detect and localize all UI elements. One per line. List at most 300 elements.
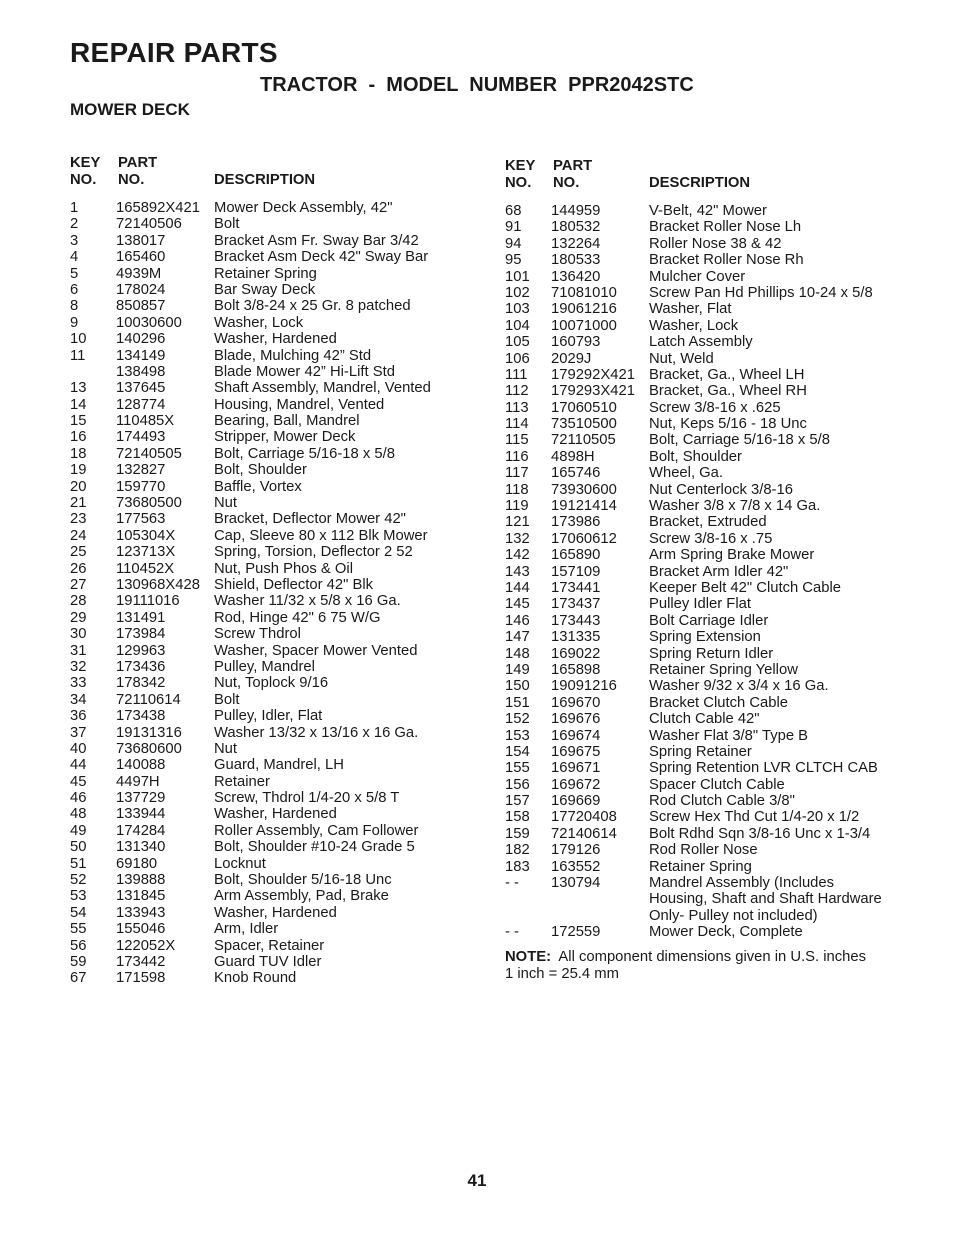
- part-header-line2: NO.: [553, 175, 580, 191]
- part-number-cell: 4939M: [116, 265, 162, 282]
- key-cell: 6: [70, 281, 79, 298]
- description-cell: Spring Retention LVR CLTCH CAB: [649, 760, 878, 777]
- table-row: [70, 872, 480, 888]
- table-row: [505, 547, 925, 563]
- table-row: [70, 741, 480, 757]
- key-cell: 142: [505, 547, 530, 564]
- table-row: [70, 626, 480, 642]
- description-cell: Nut, Weld: [649, 350, 714, 367]
- table-row: [70, 479, 480, 495]
- part-number-cell: 177563: [116, 511, 166, 528]
- description-cell: Washer, Flat: [649, 301, 732, 318]
- part-number-cell: 179126: [551, 842, 601, 859]
- description-cell: Mower Deck Assembly, 42": [214, 200, 393, 216]
- part-number-cell: 130794: [551, 875, 601, 892]
- description-cell: V-Belt, 42" Mower: [649, 203, 767, 219]
- table-row: [505, 301, 925, 317]
- table-row: [505, 678, 925, 694]
- key-cell: 28: [70, 593, 87, 610]
- part-number-cell: 169669: [551, 793, 601, 810]
- part-number-cell: 136420: [551, 268, 601, 285]
- part-number-cell: 160793: [551, 334, 601, 351]
- description-cell: Bolt: [214, 216, 240, 233]
- part-number-cell: 131845: [116, 888, 166, 905]
- key-cell: 106: [505, 350, 530, 367]
- description-cell: Bar Sway Deck: [214, 281, 316, 298]
- key-cell: 154: [505, 743, 530, 760]
- note-label: NOTE:: [505, 948, 552, 965]
- table-row: [505, 465, 925, 481]
- description-cell: Wheel, Ga.: [649, 465, 724, 482]
- part-number-cell: 10030600: [116, 314, 182, 331]
- part-header-line1: PART: [118, 155, 158, 171]
- part-number-cell: 173436: [116, 658, 166, 675]
- part-number-cell: 72140614: [551, 825, 617, 842]
- table-row: [70, 233, 480, 249]
- part-number-cell: 4898H: [551, 448, 595, 465]
- table-row: [70, 315, 480, 331]
- part-number-cell: 17720408: [551, 809, 617, 826]
- key-cell: 32: [70, 658, 87, 675]
- part-number-cell: 165890: [551, 547, 601, 564]
- description-cell: Locknut: [214, 855, 266, 872]
- key-cell: 115: [505, 432, 529, 449]
- description-cell: Screw Hex Thd Cut 1/4-20 x 1/2: [649, 809, 860, 826]
- key-cell: 45: [70, 773, 87, 790]
- description-cell: Pulley Idler Flat: [649, 596, 751, 613]
- description-cell: Pulley, Mandrel: [214, 658, 315, 675]
- table-row: [70, 806, 480, 822]
- table-row: [505, 891, 925, 907]
- part-number-cell: 174493: [116, 429, 166, 446]
- table-row: [505, 728, 925, 744]
- description-cell: Bracket, Extruded: [649, 514, 767, 531]
- key-cell: 153: [505, 727, 530, 744]
- description-cell: Rod, Hinge 42" 6 75 W/G: [214, 609, 381, 626]
- table-row: [70, 446, 480, 462]
- part-number-cell: 138498: [116, 363, 166, 380]
- description-cell: Nut: [214, 740, 238, 757]
- part-number-cell: 180533: [551, 252, 601, 269]
- table-row: [70, 577, 480, 593]
- part-number-cell: 165746: [551, 465, 601, 482]
- key-cell: 15: [70, 413, 87, 430]
- part-number-cell: 19131316: [116, 724, 182, 741]
- model-subtitle: TRACTOR - MODEL NUMBER PPR2042STC: [260, 74, 694, 96]
- description-cell: Arm Spring Brake Mower: [649, 547, 815, 564]
- part-number-cell: 180532: [551, 219, 601, 236]
- part-number-cell: 110485X: [116, 413, 175, 430]
- table-row: [505, 318, 925, 334]
- key-cell: 48: [70, 806, 87, 823]
- description-cell: Washer 3/8 x 7/8 x 14 Ga.: [649, 498, 821, 515]
- table-row: [505, 351, 925, 367]
- table-row: [70, 954, 480, 970]
- description-cell: Nut, Keps 5/16 - 18 Unc: [649, 416, 807, 433]
- key-cell: 94: [505, 235, 522, 252]
- part-number-cell: 169671: [551, 760, 601, 777]
- description-cell: Mower Deck, Complete: [649, 924, 803, 941]
- table-row: [505, 383, 925, 399]
- part-number-cell: 165898: [551, 661, 601, 678]
- table-row: [505, 269, 925, 285]
- description-cell: Retainer Spring: [649, 858, 752, 875]
- description-cell: Only- Pulley not included): [649, 907, 818, 924]
- key-cell: 37: [70, 724, 87, 741]
- part-number-cell: 132264: [551, 235, 601, 252]
- description-cell: Retainer Spring: [214, 265, 317, 282]
- part-number-cell: 169672: [551, 776, 601, 793]
- key-cell: 183: [505, 858, 530, 875]
- key-cell: 91: [505, 219, 522, 236]
- table-row: [505, 777, 925, 793]
- key-cell: 23: [70, 511, 87, 528]
- part-number-cell: 169670: [551, 694, 601, 711]
- part-number-cell: 174284: [116, 822, 166, 839]
- key-cell: 159: [505, 825, 530, 842]
- table-row: [70, 938, 480, 954]
- description-cell: Washer, Spacer Mower Vented: [214, 642, 418, 659]
- key-cell: 1: [70, 200, 79, 216]
- table-row: [505, 875, 925, 891]
- part-number-cell: 173986: [551, 514, 601, 531]
- key-cell: 46: [70, 790, 87, 807]
- note: [505, 949, 925, 983]
- part-number-cell: 173442: [116, 953, 166, 970]
- key-cell: 18: [70, 445, 87, 462]
- key-cell: 143: [505, 563, 530, 580]
- description-cell: Washer, Lock: [649, 317, 739, 334]
- table-row: [505, 203, 925, 219]
- table-row: [505, 859, 925, 875]
- part-number-cell: 17060510: [551, 399, 617, 416]
- table-row: [505, 498, 925, 514]
- part-number-cell: 173437: [551, 596, 601, 613]
- key-cell: 150: [505, 678, 530, 695]
- part-number-cell: 132827: [116, 462, 166, 479]
- key-cell: 68: [505, 203, 522, 219]
- part-number-cell: 179292X421: [551, 366, 635, 383]
- part-number-cell: 17060612: [551, 530, 617, 547]
- part-number-cell: 178342: [116, 675, 166, 692]
- description-cell: Bracket, Ga., Wheel LH: [649, 366, 805, 383]
- description-cell: Spacer, Retainer: [214, 937, 325, 954]
- key-header-line2: NO.: [70, 172, 97, 188]
- part-number-cell: 173438: [116, 708, 166, 725]
- key-cell: 147: [505, 629, 530, 646]
- key-cell: 182: [505, 842, 530, 859]
- description-cell: Washer 11/32 x 5/8 x 16 Ga.: [214, 593, 401, 610]
- part-number-cell: 137645: [116, 380, 166, 397]
- key-cell: 112: [505, 383, 529, 400]
- description-cell: Bracket Arm Idler 42": [649, 563, 789, 580]
- key-cell: 16: [70, 429, 87, 446]
- table-row: [505, 416, 925, 432]
- part-number-cell: 139888: [116, 872, 166, 889]
- key-header-line1: KEY: [505, 158, 536, 174]
- table-row: [505, 646, 925, 662]
- section-heading: MOWER DECK: [70, 100, 190, 119]
- part-number-cell: 69180: [116, 855, 158, 872]
- note-text: All component dimensions given in U.S. inches: [551, 948, 867, 965]
- key-cell: 148: [505, 645, 530, 662]
- table-row: [70, 692, 480, 708]
- part-number-cell: 171598: [116, 970, 166, 987]
- part-number-cell: 105304X: [116, 527, 176, 544]
- key-cell: 34: [70, 691, 87, 708]
- description-cell: Retainer Spring Yellow: [649, 661, 798, 678]
- part-number-cell: 178024: [116, 281, 166, 298]
- description-cell: Cap, Sleeve 80 x 112 Blk Mower: [214, 527, 428, 544]
- part-number-cell: 165460: [116, 249, 166, 266]
- description-header: DESCRIPTION: [649, 175, 751, 191]
- table-row: [70, 757, 480, 773]
- key-cell: 3: [70, 232, 79, 249]
- part-number-cell: 138017: [116, 232, 166, 249]
- key-cell: 30: [70, 626, 87, 643]
- key-cell: 145: [505, 596, 530, 613]
- description-cell: Spacer Clutch Cable: [649, 776, 785, 793]
- table-row: [505, 252, 925, 268]
- table-row: [70, 823, 480, 839]
- key-cell: 9: [70, 314, 79, 331]
- table-row: [70, 593, 480, 609]
- table-row: [505, 334, 925, 350]
- table-row: [505, 482, 925, 498]
- table-row: [70, 216, 480, 232]
- part-number-cell: 169675: [551, 743, 601, 760]
- description-cell: Bolt, Carriage 5/16-18 x 5/8: [214, 445, 395, 462]
- key-cell: 44: [70, 757, 87, 774]
- part-number-cell: 72140505: [116, 445, 182, 462]
- part-number-cell: 173984: [116, 626, 166, 643]
- key-cell: 24: [70, 527, 87, 544]
- table-row: [70, 610, 480, 626]
- description-cell: Nut Centerlock 3/8-16: [649, 481, 793, 498]
- description-cell: Bolt, Shoulder 5/16-18 Unc: [214, 872, 392, 889]
- part-number-cell: 169676: [551, 711, 601, 728]
- key-cell: 144: [505, 579, 530, 596]
- page-number: 41: [467, 1171, 487, 1190]
- description-cell: Screw Thdrol: [214, 626, 301, 643]
- description-cell: Guard, Mandrel, LH: [214, 757, 344, 774]
- description-cell: Bracket Asm Deck 42" Sway Bar: [214, 249, 429, 266]
- part-number-cell: 140296: [116, 331, 166, 348]
- part-number-cell: 19061216: [551, 301, 617, 318]
- table-row: [70, 462, 480, 478]
- key-cell: 51: [70, 855, 87, 872]
- table-row: [505, 793, 925, 809]
- part-number-cell: 165892X421: [116, 200, 200, 216]
- part-number-cell: 133943: [116, 904, 166, 921]
- table-row: [70, 659, 480, 675]
- table-row: [505, 744, 925, 760]
- key-cell: 158: [505, 809, 530, 826]
- table-row: [505, 842, 925, 858]
- key-cell: 31: [70, 642, 87, 659]
- description-cell: Arm Assembly, Pad, Brake: [214, 888, 389, 905]
- table-row: [505, 711, 925, 727]
- part-number-cell: 169022: [551, 645, 601, 662]
- table-row: [70, 200, 480, 216]
- description-cell: Screw, Thdrol 1/4-20 x 5/8 T: [214, 790, 400, 807]
- part-number-cell: 73510500: [551, 416, 617, 433]
- description-cell: Nut, Toplock 9/16: [214, 675, 329, 692]
- table-row: [70, 856, 480, 872]
- description-cell: Nut: [214, 495, 238, 512]
- key-cell: 53: [70, 888, 87, 905]
- description-cell: Bracket Clutch Cable: [649, 694, 788, 711]
- key-cell: 95: [505, 252, 522, 269]
- key-header-line1: KEY: [70, 155, 101, 171]
- description-cell: Mandrel Assembly (Includes: [649, 875, 835, 892]
- description-cell: Rod Clutch Cable 3/8": [649, 793, 795, 810]
- table-row: [70, 495, 480, 511]
- table-row: [505, 629, 925, 645]
- description-cell: Stripper, Mower Deck: [214, 429, 356, 446]
- description-cell: Washer 9/32 x 3/4 x 16 Ga.: [649, 678, 829, 695]
- key-cell: 27: [70, 576, 87, 593]
- description-cell: Washer, Hardened: [214, 806, 337, 823]
- table-row: [70, 790, 480, 806]
- part-number-cell: 71081010: [551, 284, 617, 301]
- description-cell: Arm, Idler: [214, 921, 279, 938]
- key-cell: 25: [70, 544, 87, 561]
- description-cell: Spring Return Idler: [649, 645, 774, 662]
- part-number-cell: 163552: [551, 858, 601, 875]
- part-number-cell: 2029J: [551, 350, 592, 367]
- table-row: [505, 760, 925, 776]
- key-cell: 36: [70, 708, 87, 725]
- key-cell: 5: [70, 265, 79, 282]
- key-cell: 149: [505, 661, 530, 678]
- table-row: [70, 561, 480, 577]
- table-row: [505, 596, 925, 612]
- key-cell: 50: [70, 839, 87, 856]
- table-row: [505, 809, 925, 825]
- description-cell: Bolt 3/8-24 x 25 Gr. 8 patched: [214, 298, 411, 315]
- table-row: [70, 266, 480, 282]
- part-number-cell: 122052X: [116, 937, 176, 954]
- part-number-cell: 130968X428: [116, 576, 200, 593]
- key-cell: 29: [70, 609, 87, 626]
- parts-table-left: [70, 155, 480, 987]
- table-row: [70, 413, 480, 429]
- description-cell: Washer, Hardened: [214, 904, 337, 921]
- table-row: [505, 908, 925, 924]
- table-row: [505, 432, 925, 448]
- key-cell: 19: [70, 462, 87, 479]
- key-cell: 152: [505, 711, 530, 728]
- description-cell: Keeper Belt 42" Clutch Cable: [649, 579, 841, 596]
- part-number-cell: 157109: [551, 563, 601, 580]
- part-number-cell: 19091216: [551, 678, 617, 695]
- description-cell: Bracket, Ga., Wheel RH: [649, 383, 807, 400]
- part-number-cell: 129963: [116, 642, 166, 659]
- key-cell: 4: [70, 249, 79, 266]
- table-row: [505, 449, 925, 465]
- key-cell: 10: [70, 331, 87, 348]
- part-header-line1: PART: [553, 158, 593, 174]
- description-cell: Bracket, Deflector Mower 42": [214, 511, 406, 528]
- description-cell: Washer, Hardened: [214, 331, 337, 348]
- table-row: [70, 888, 480, 904]
- table-header: [70, 155, 480, 200]
- description-cell: Bracket Asm Fr. Sway Bar 3/42: [214, 232, 419, 249]
- table-row: [505, 826, 925, 842]
- description-cell: Washer 13/32 x 13/16 x 16 Ga.: [214, 724, 419, 741]
- description-cell: Bolt Carriage Idler: [649, 612, 769, 629]
- table-row: [505, 219, 925, 235]
- key-cell: 13: [70, 380, 87, 397]
- description-header: DESCRIPTION: [214, 172, 316, 188]
- table-row: [70, 511, 480, 527]
- table-row: [70, 725, 480, 741]
- description-cell: Retainer: [214, 773, 270, 790]
- description-cell: Roller Nose 38 & 42: [649, 235, 782, 252]
- key-cell: 101: [505, 268, 530, 285]
- key-cell: 40: [70, 740, 87, 757]
- part-number-cell: 72110505: [551, 432, 616, 449]
- description-cell: Roller Assembly, Cam Follower: [214, 822, 419, 839]
- key-cell: 104: [505, 317, 530, 334]
- description-cell: Screw 3/8-16 x .625: [649, 399, 781, 416]
- key-cell: 114: [505, 416, 529, 433]
- description-cell: Bearing, Ball, Mandrel: [214, 413, 360, 430]
- description-cell: Mulcher Cover: [649, 268, 746, 285]
- page-title: REPAIR PARTS: [70, 37, 278, 68]
- table-row: [505, 662, 925, 678]
- table-row: [70, 921, 480, 937]
- description-cell: Housing, Shaft and Shaft Hardware: [649, 891, 882, 908]
- part-number-cell: 179293X421: [551, 383, 635, 400]
- key-cell: 67: [70, 970, 87, 987]
- part-number-cell: 137729: [116, 790, 166, 807]
- description-cell: Rod Roller Nose: [649, 842, 758, 859]
- note-conversion: 1 inch = 25.4 mm: [505, 965, 619, 982]
- table-row: [505, 531, 925, 547]
- description-cell: Washer Flat 3/8" Type B: [649, 727, 809, 744]
- part-number-cell: 173441: [551, 579, 601, 596]
- table-row: [70, 364, 480, 380]
- table-row: [70, 774, 480, 790]
- part-number-cell: 133944: [116, 806, 166, 823]
- part-number-cell: 72110614: [116, 691, 181, 708]
- description-cell: Bolt, Shoulder #10-24 Grade 5: [214, 839, 415, 856]
- description-cell: Bolt Rdhd Sqn 3/8-16 Unc x 1-3/4: [649, 825, 871, 842]
- part-number-cell: 72140506: [116, 216, 182, 233]
- table-row: [505, 580, 925, 596]
- table-row: [70, 528, 480, 544]
- table-row: [505, 236, 925, 252]
- table-row: [70, 839, 480, 855]
- description-cell: Latch Assembly: [649, 334, 753, 351]
- table-row: [70, 348, 480, 364]
- description-cell: Shield, Deflector 42" Blk: [214, 576, 374, 593]
- key-cell: 21: [70, 495, 87, 512]
- description-cell: Spring Retainer: [649, 743, 752, 760]
- part-number-cell: 140088: [116, 757, 166, 774]
- key-cell: 118: [505, 481, 529, 498]
- part-number-cell: 110452X: [116, 560, 175, 577]
- table-row: [70, 380, 480, 396]
- table-body: [70, 200, 480, 987]
- part-number-cell: 19121414: [551, 498, 617, 515]
- description-cell: Washer, Lock: [214, 314, 304, 331]
- key-cell: 54: [70, 904, 87, 921]
- description-cell: Screw Pan Hd Phillips 10-24 x 5/8: [649, 284, 873, 301]
- key-cell: 121: [505, 514, 530, 531]
